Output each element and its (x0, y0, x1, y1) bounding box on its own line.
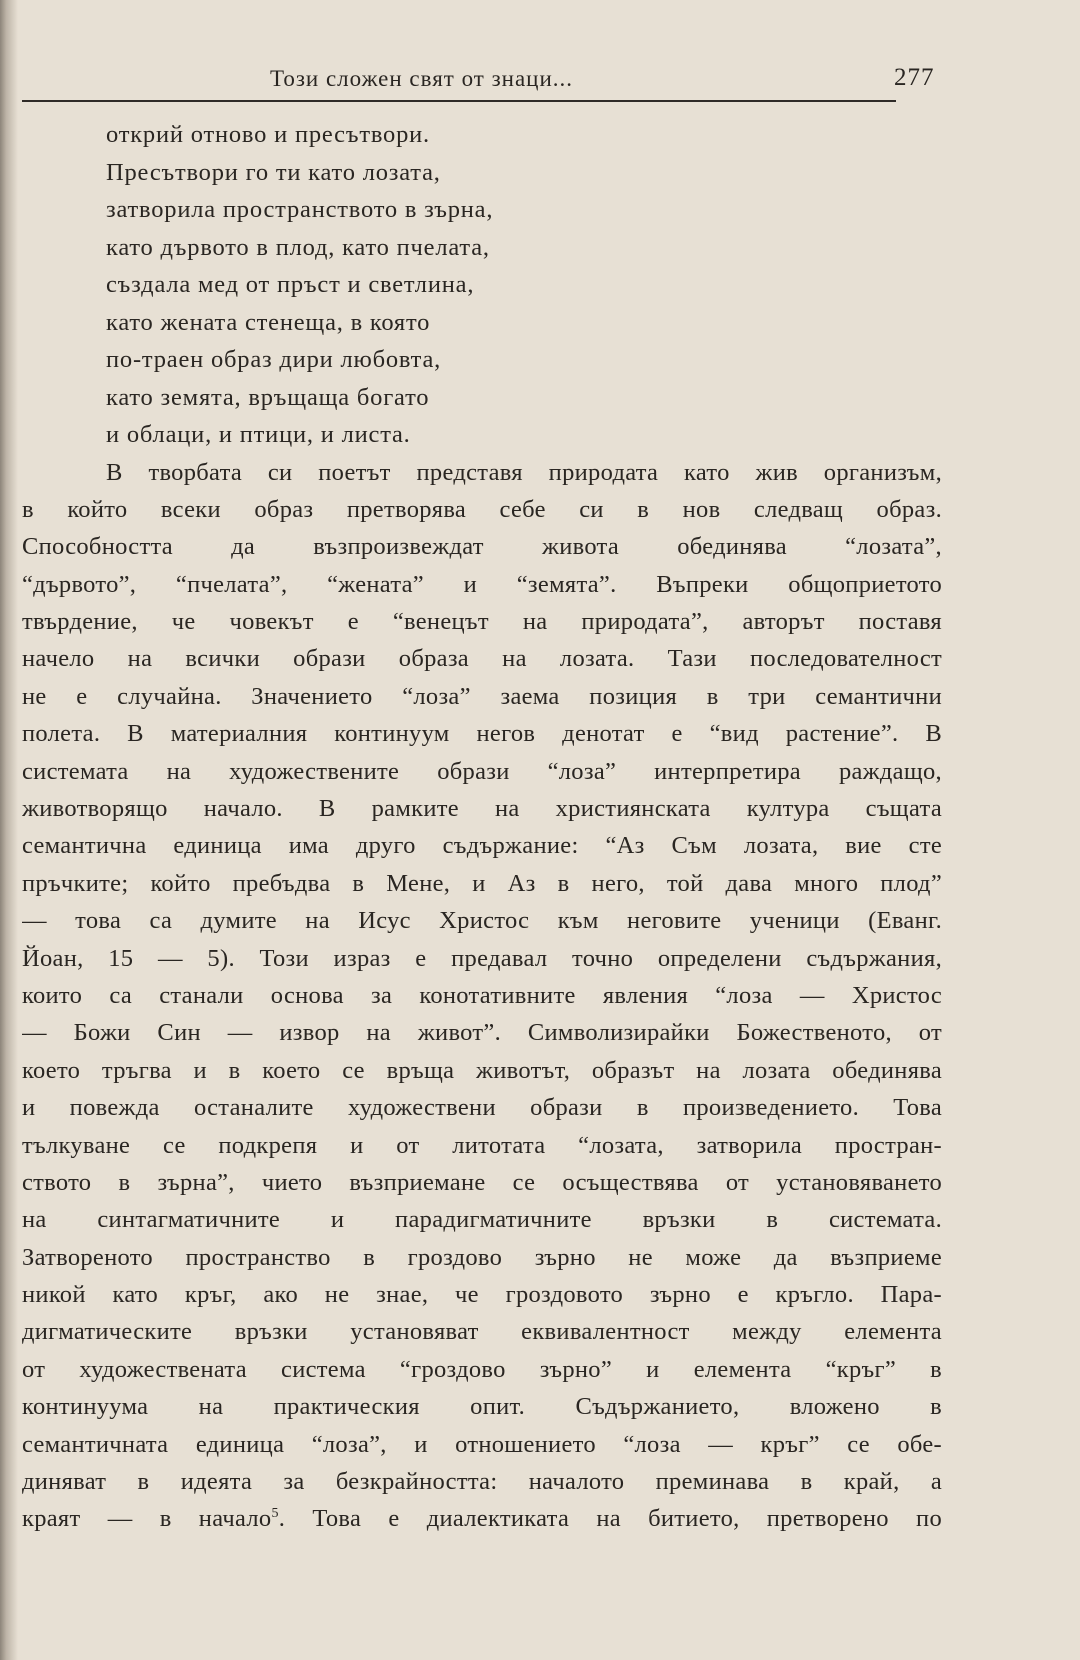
running-title: Този сложен свят от знаци... (270, 66, 574, 91)
paragraph-line: животворящо начало. В рамките на християнската култура същата (22, 795, 942, 823)
paragraph-line: ството в зърна”, чието възприемане се осъществява от установяването (22, 1168, 942, 1196)
paragraph-line: семантичната единица “лоза”, и отношението “лоза — кръг” се обе- (22, 1430, 942, 1458)
paragraph-line: — това са думите на Исус Христос към неговите ученици (Еванг. (22, 907, 942, 935)
book-page (22, 58, 962, 1538)
paragraph-line: диняват в идеята за безкрайността: началото преминава в край, а (22, 1468, 942, 1496)
paragraph-line: семантична единица има друго съдържание: “Аз Съм лозата, вие сте (22, 832, 942, 860)
body-paragraph (22, 454, 962, 1538)
page-number: 277 (894, 64, 935, 91)
book-spine-shadow (0, 0, 18, 1660)
paragraph-line: дигматическите връзки установяват еквивалентност между елемента (22, 1318, 942, 1346)
paragraph-line: Способността да възпроизвеждат живота обединява “лозата”, (22, 533, 942, 561)
paragraph-line: в който всеки образ претворява себе си в нов следващ образ. (22, 495, 942, 523)
paragraph-last-line (22, 1500, 942, 1537)
header-rule (22, 100, 896, 102)
verse-line: Пресътвори го ти като лозата, (106, 158, 441, 186)
paragraph-line: тълкуване се подкрепя и от литотата “лозата, затворила простран- (22, 1131, 942, 1159)
paragraph-line: никой като кръг, ако не знае, че гроздовото зърно е кръгло. Пара- (22, 1281, 942, 1309)
paragraph-line: “дървото”, “пчелата”, “жената” и “земята”. Въпреки общоприетото (22, 570, 942, 598)
paragraph-line: системата на художествените образи “лоза” интерпретира раждащо, (22, 757, 942, 785)
page-header (22, 58, 940, 102)
verse-line: и облаци, и птици, и листа. (106, 421, 411, 448)
verse-line: като дървото в плод, като пчелата, (106, 233, 490, 261)
verse-line: като жената стенеща, в която (106, 308, 431, 336)
verse-line: по-траен образ дири любовта, (106, 346, 442, 373)
verse-line: създала мед от пръст и светлина, (106, 271, 475, 298)
paragraph-line: от художествената система “гроздово зърно” и елемента “кръг” в (22, 1355, 942, 1383)
paragraph-line: полета. В материалния континуум негов денотат е “вид растение”. В (22, 720, 942, 748)
last-line-end: . Това е диалектиката на битието, претворено по (278, 1505, 942, 1533)
paragraph-line: не е случайна. Значението “лоза” заема позиция в три семантични (22, 682, 942, 710)
paragraph-line: — Божи Син — извор на живот”. Символизирайки Божественото, от (22, 1019, 942, 1047)
paragraph-line: В творбата си поетът представя природата като жив организъм, (106, 458, 942, 486)
verse-line: затворила пространството в зърна, (106, 196, 494, 223)
verse-line: като земята, връщаща богато (106, 383, 430, 411)
footnote-marker: 5 (271, 1506, 279, 1522)
paragraph-line: Затвореното пространство в гроздово зърно не може да възприеме (22, 1243, 942, 1271)
paragraph-line: пръчките; който пребъдва в Мене, и Аз в него, той дава много плод” (22, 869, 942, 897)
last-line-start: краят — в начало (22, 1505, 272, 1533)
verse-line: открий отново и пресътвори. (106, 121, 430, 148)
paragraph-line: начело на всички образи образа на лозата. Тази последователност (22, 645, 942, 673)
paragraph-line: които са станали основа за конотативните явления “лоза — Христос (22, 981, 942, 1009)
paragraph-line: което тръгва и в което се връща животът, образът на лозата обединява (22, 1056, 942, 1084)
paragraph-line: континуума на практическия опит. Съдържанието, вложено в (22, 1393, 942, 1421)
poem-excerpt (22, 116, 962, 454)
paragraph-line: на синтагматичните и парадигматичните връзки в системата. (22, 1206, 942, 1234)
paragraph-line: и повежда останалите художествени образи в произведението. Това (22, 1094, 942, 1122)
paragraph-line: Йоан, 15 — 5). Този израз е предавал точно определени съдържания, (22, 944, 942, 972)
paragraph-line: твърдение, че човекът е “венецът на природата”, авторът поставя (22, 608, 942, 636)
